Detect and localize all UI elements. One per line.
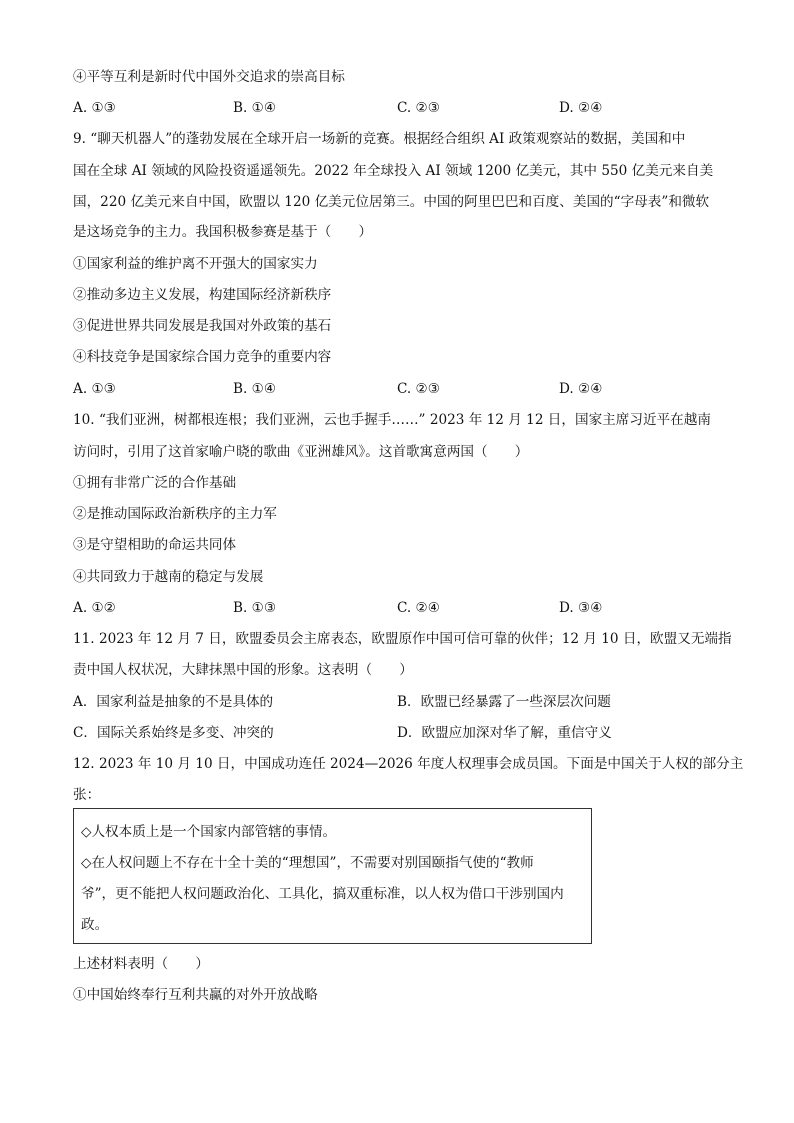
material-line-3: 爷”，更不能把人权问题政治化、工具化，搞双重标准，以人权为借口干涉别国内 xyxy=(81,886,564,902)
q12-stem-line-2: 张： xyxy=(73,787,101,803)
q11-stem-line-2: 责中国人权状况，大肆抹黑中国的形象。这表明（ ） xyxy=(73,662,413,678)
q10-item-1: ①拥有非常广泛的合作基础 xyxy=(73,475,237,491)
q11-option-b: B．欧盟已经暴露了一些深层次问题 xyxy=(397,694,611,710)
q9-item-1: ①国家利益的维护离不开强大的国家实力 xyxy=(73,256,318,272)
q9-item-3: ③促进世界共同发展是我国对外政策的基石 xyxy=(73,318,332,334)
q9-stem-line-4: 是这场竞争的主力。我国积极参赛是基于（ ） xyxy=(73,224,373,240)
q8-option-d: D. ②④ xyxy=(559,100,603,116)
q10-item-4: ④共同致力于越南的稳定与发展 xyxy=(73,569,264,585)
q9-option-b: B. ①④ xyxy=(233,381,277,397)
q10-option-b: B. ①③ xyxy=(233,600,277,616)
q9-item-4: ④科技竞争是国家综合国力竞争的重要内容 xyxy=(73,349,332,365)
q10-stem-line-1: 10. “我们亚洲，树都根连根；我们亚洲，云也手握手……” 2023 年 12 月 12 日，国家主席习近平在越南 xyxy=(73,412,711,428)
q12-stem-line-1: 12. 2023 年 10 月 10 日，中国成功连任 2024—2026 年度人权理事会成员国。下面是中国关于人权的部分主 xyxy=(73,756,744,772)
q10-option-a: A. ①② xyxy=(73,600,116,616)
q9-item-2: ②推动多边主义发展，构建国际经济新秩序 xyxy=(73,287,332,303)
q10-item-3: ③是守望相助的命运共同体 xyxy=(73,537,237,553)
q8-option-a: A. ①③ xyxy=(73,100,116,116)
q10-option-c: C. ②④ xyxy=(397,600,440,616)
q12-question-prompt: 上述材料表明（ ） xyxy=(73,956,209,972)
q9-option-c: C. ②③ xyxy=(397,381,440,397)
material-line-1: ◇人权本质上是一个国家内部管辖的事情。 xyxy=(81,824,337,840)
q8-option-c: C. ②③ xyxy=(397,100,440,116)
q11-option-d: D．欧盟应加深对华了解，重信守义 xyxy=(397,725,612,741)
q10-option-d: D. ③④ xyxy=(559,600,603,616)
q9-stem-line-1: 9. “聊天机器人”的蓬勃发展在全球开启一场新的竞赛。根据经合组织 AI 政策观察站的数据，美国和中 xyxy=(73,131,686,147)
q10-item-2: ②是推动国际政治新秩序的主力军 xyxy=(73,506,277,522)
q8-option-b: B. ①④ xyxy=(233,100,277,116)
q12-item-1: ①中国始终奉行互利共赢的对外开放战略 xyxy=(73,987,318,1003)
q9-stem-line-3: 国，220 亿美元来自中国，欧盟以 120 亿美元位居第三。中国的阿里巴巴和百度、美国的“字母表”和微软 xyxy=(73,194,710,210)
q11-option-c: C．国际关系始终是多变、冲突的 xyxy=(73,725,274,741)
q9-stem-line-2: 国在全球 AI 领域的风险投资遥遥领先。2022 年全球投入 AI 领域 1200 亿美元，其中 550 亿美元来自美 xyxy=(73,163,714,179)
q9-option-d: D. ②④ xyxy=(559,381,603,397)
q9-option-a: A. ①③ xyxy=(73,381,116,397)
material-line-2: ◇在人权问题上不存在十全十美的“理想国”，不需要对别国颐指气使的“教师 xyxy=(81,855,534,871)
material-line-4: 政。 xyxy=(81,917,109,933)
q8-item-4: ④平等互利是新时代中国外交追求的崇高目标 xyxy=(73,69,345,85)
material-box xyxy=(73,808,592,944)
q10-stem-line-2: 访问时，引用了这首家喻户晓的歌曲《亚洲雄风》。这首歌寓意两国（ ） xyxy=(73,444,529,460)
q11-stem-line-1: 11. 2023 年 12 月 7 日，欧盟委员会主席表态，欧盟原作中国可信可靠的伙伴；12 月 10 日，欧盟又无端指 xyxy=(73,631,732,647)
q11-option-a: A．国家利益是抽象的不是具体的 xyxy=(73,694,274,710)
